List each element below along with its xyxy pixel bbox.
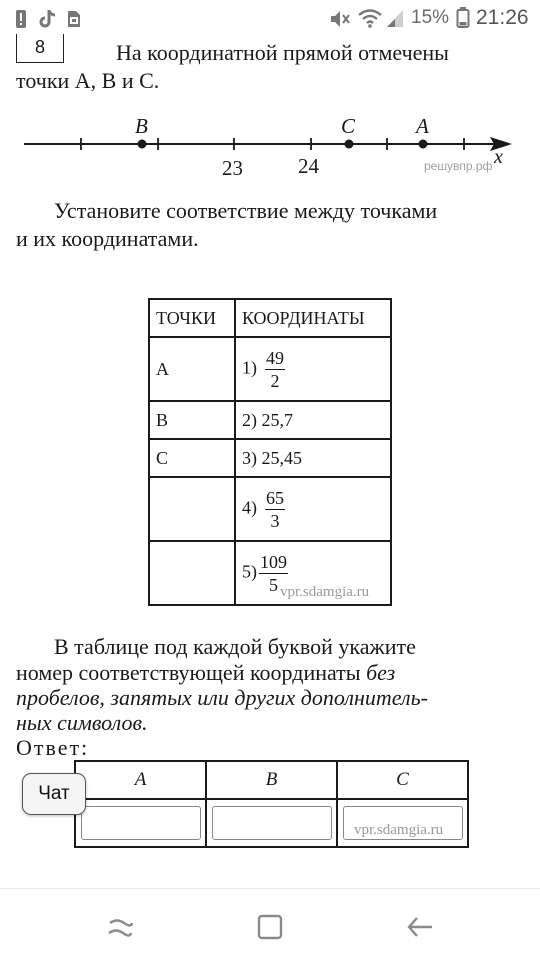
watermark-table: vpr.sdamgia.ru	[280, 584, 370, 600]
status-bar	[0, 0, 540, 36]
clock: 21:26	[476, 6, 529, 29]
answer-cell-c	[337, 799, 468, 847]
instruction-line-1: Установите соответствие между точками	[54, 198, 438, 223]
numerator: 49	[266, 347, 284, 368]
number-line	[0, 106, 540, 190]
point-label-a: A	[416, 114, 429, 138]
answer-table	[74, 760, 469, 848]
point-cell	[149, 477, 235, 541]
point-cell	[149, 541, 235, 605]
numerator: 109	[260, 551, 287, 572]
point-cell: A	[149, 337, 235, 401]
answer-instruction-line-3: пробелов, запятых или других дополнитель-	[16, 685, 428, 710]
denominator: 3	[270, 510, 280, 531]
coordinate-cell	[235, 337, 391, 401]
answer-instruction-line-1: В таблице под каждой буквой укажите	[54, 634, 416, 659]
coordinate-value: 25,7	[261, 409, 293, 430]
question-line-2: точки A, B и C.	[16, 68, 160, 93]
tick-label-24: 24	[298, 154, 319, 178]
point-label-c: C	[341, 114, 356, 138]
fraction	[265, 347, 285, 392]
table-row	[149, 541, 391, 605]
answer-instruction-line-2-normal: номер соответствующей координаты	[16, 660, 367, 685]
header-points: ТОЧКИ	[149, 299, 235, 337]
alert-icon	[14, 9, 28, 34]
tiktok-icon	[38, 8, 58, 35]
answer-input-a[interactable]	[81, 806, 201, 840]
denominator: 2	[270, 370, 280, 391]
option-number: 1)	[242, 357, 257, 378]
table-row	[149, 477, 391, 541]
answer-instruction-line-2	[16, 660, 395, 686]
coordinate-cell	[235, 541, 391, 605]
numerator: 65	[266, 487, 284, 508]
answer-header-c: C	[337, 761, 468, 799]
recent-apps-icon[interactable]	[106, 913, 134, 946]
question-line-1: На координатной прямой отмечены	[116, 40, 449, 65]
coordinate-value: 25,45	[261, 447, 302, 468]
option-number: 2)	[242, 409, 257, 430]
denominator: 5	[269, 574, 278, 595]
option-number: 3)	[242, 447, 257, 468]
back-icon[interactable]	[405, 913, 435, 946]
point-c-marker	[345, 140, 354, 149]
task-number: 8	[16, 34, 64, 63]
navigation-bar	[0, 888, 540, 961]
watermark-number-line: решувпр.рф	[424, 159, 493, 173]
point-label-b: B	[135, 114, 148, 138]
instruction-line-2: и их координатами.	[16, 226, 199, 251]
chat-button[interactable]: Чат	[22, 773, 86, 815]
answer-label: Ответ:	[16, 735, 90, 760]
home-icon[interactable]	[256, 913, 284, 946]
signal-icon	[385, 7, 405, 34]
table-row	[149, 439, 391, 477]
point-a-marker	[419, 140, 428, 149]
point-b-marker	[138, 140, 147, 149]
fraction	[265, 487, 285, 532]
answer-cell-b	[206, 799, 337, 847]
coordinate-cell	[235, 401, 391, 439]
watermark-answer: vpr.sdamgia.ru	[354, 822, 444, 838]
table-row	[149, 401, 391, 439]
answer-instruction-line-4: ных символов.	[16, 710, 148, 735]
header-coordinates: КООРДИНАТЫ	[235, 299, 391, 337]
coordinate-cell	[235, 477, 391, 541]
option-number: 4)	[242, 497, 257, 518]
coordinate-cell	[235, 439, 391, 477]
table-row	[149, 337, 391, 401]
tick-label-23: 23	[222, 156, 243, 180]
axis-label-x: x	[494, 146, 503, 168]
mute-icon	[328, 8, 352, 35]
point-cell: C	[149, 439, 235, 477]
answer-header-b: B	[206, 761, 337, 799]
answer-input-b[interactable]	[212, 806, 332, 840]
point-cell: B	[149, 401, 235, 439]
wifi-icon	[357, 7, 383, 34]
option-number: 5)	[242, 561, 257, 582]
battery-icon	[456, 7, 470, 34]
answer-cell-a	[75, 799, 206, 847]
answer-header-a: A	[75, 761, 206, 799]
match-table	[148, 298, 392, 606]
battery-percent: 15%	[411, 7, 450, 28]
answer-instruction-line-2-italic: без	[366, 660, 396, 685]
sim-card-icon	[66, 9, 82, 34]
